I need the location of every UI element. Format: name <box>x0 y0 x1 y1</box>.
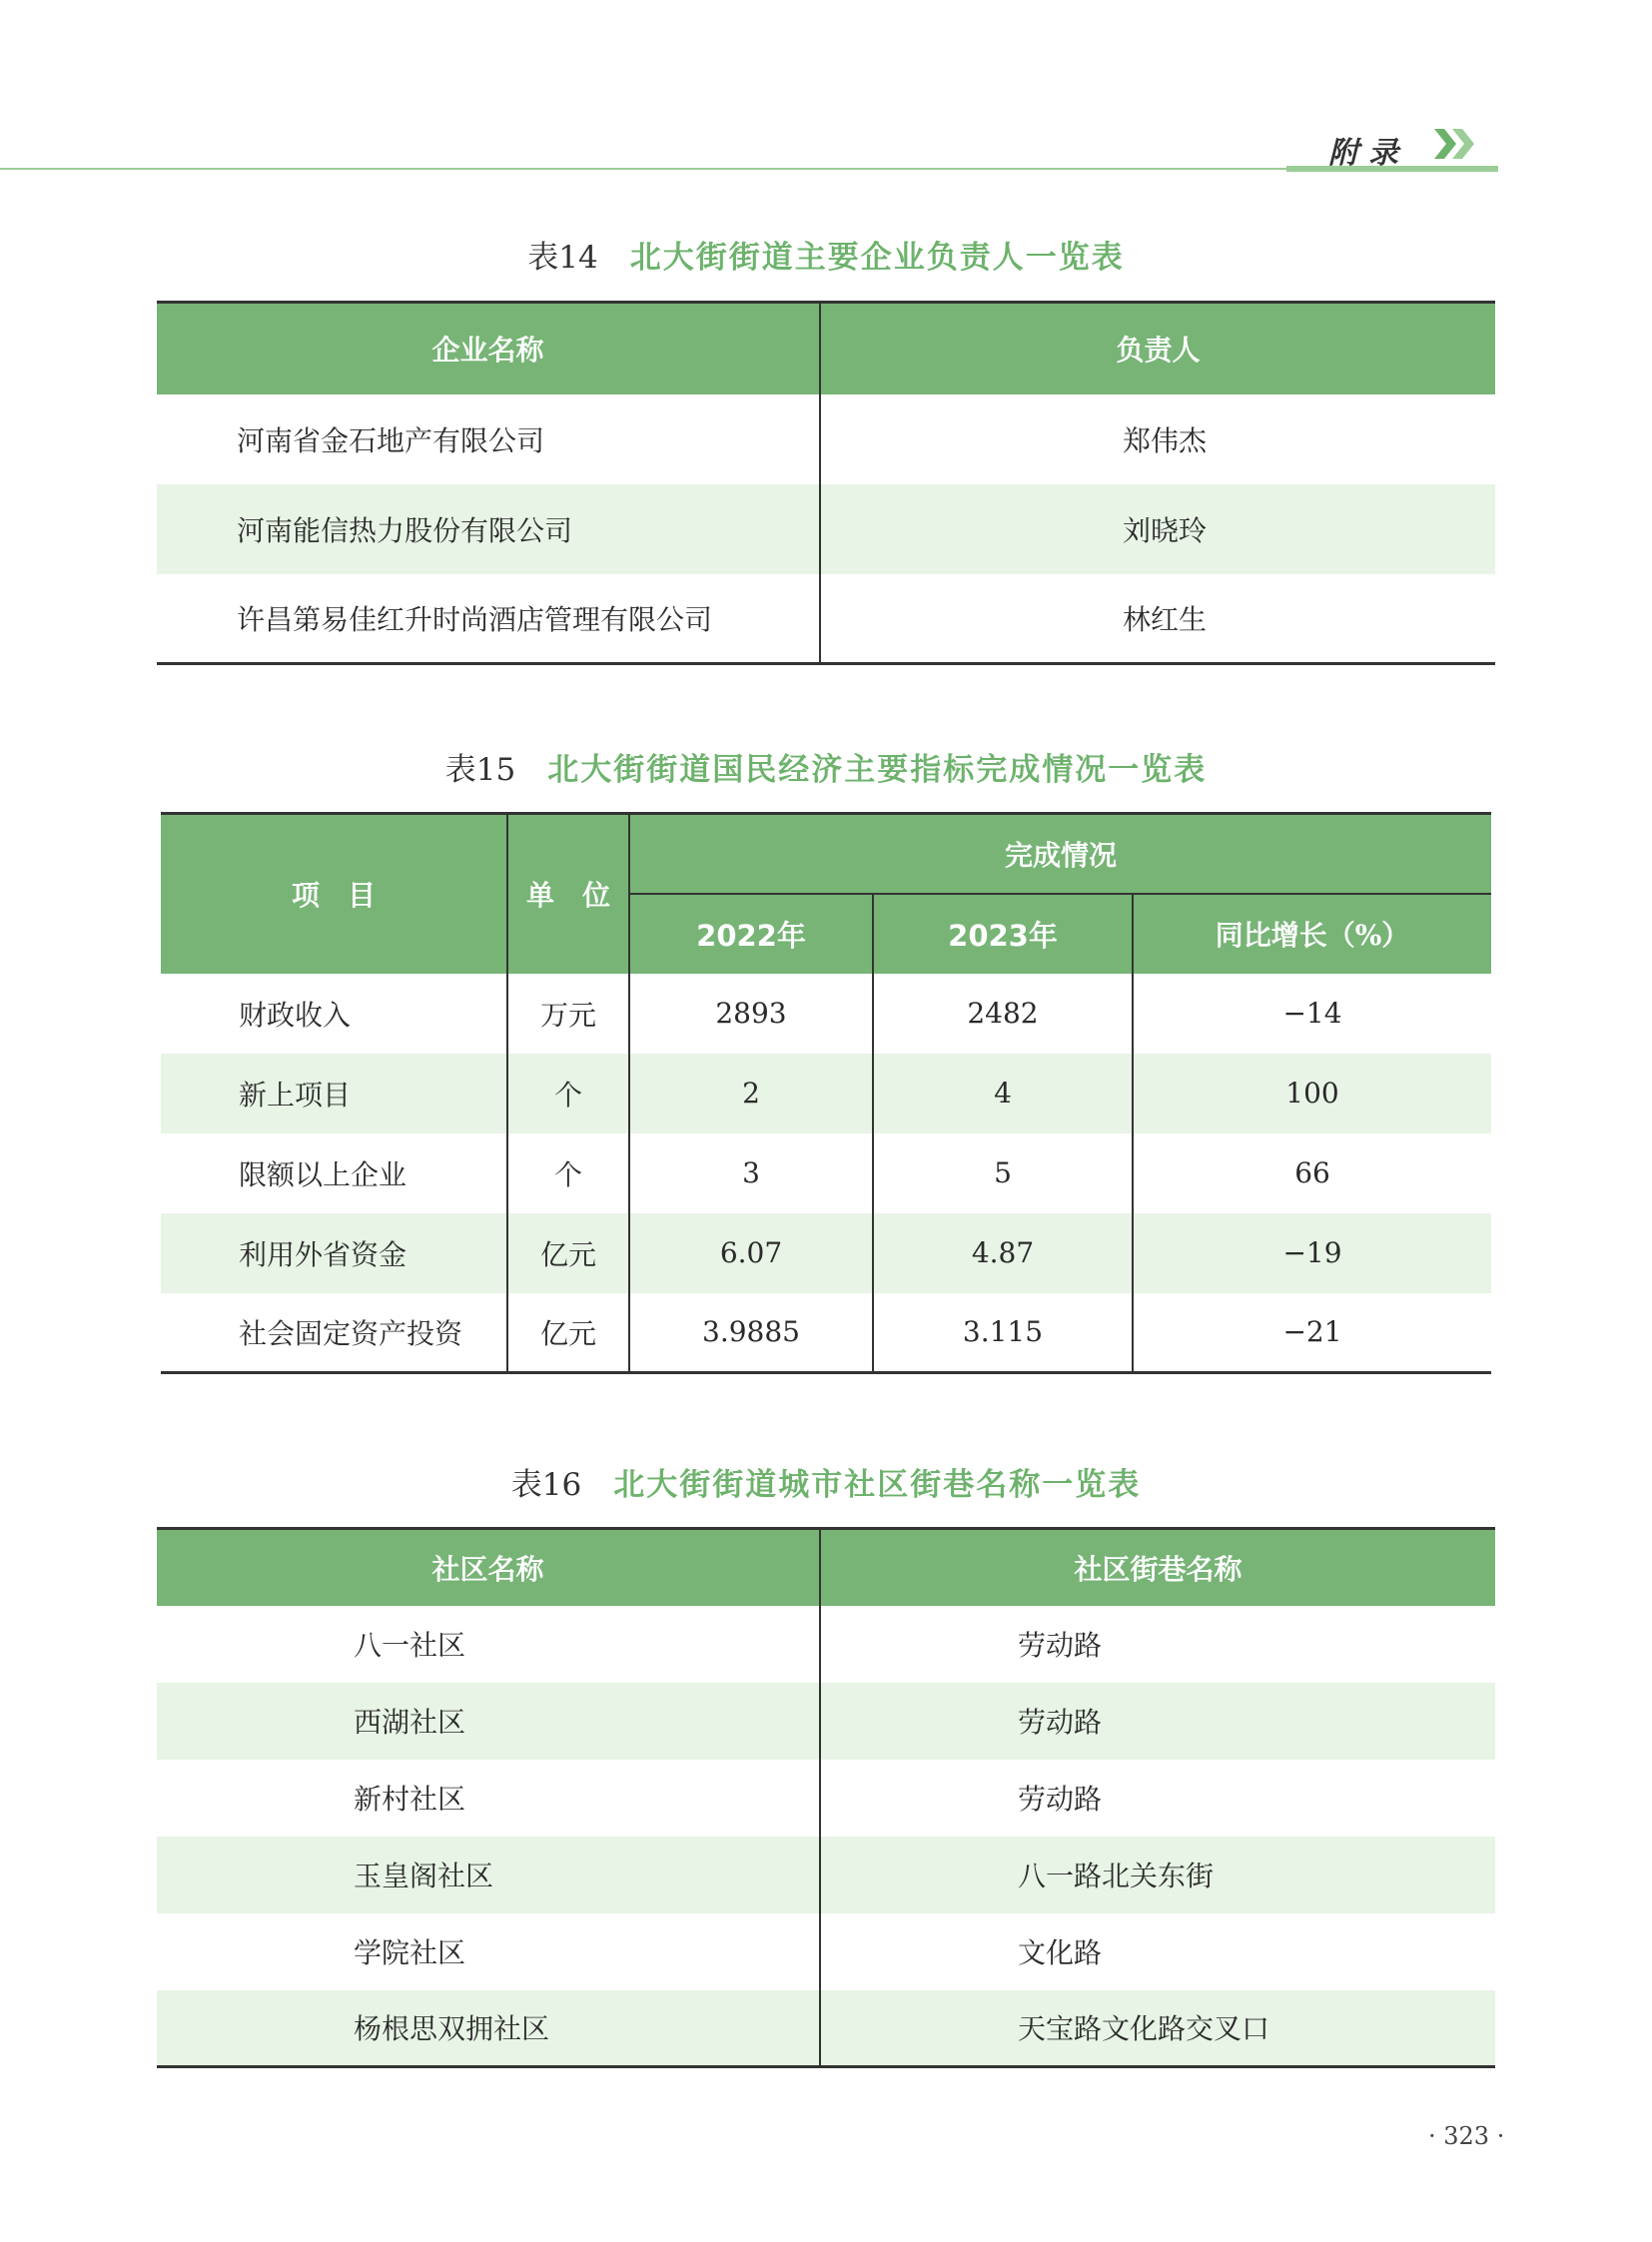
value-2023-cell: 4.87 <box>873 1213 1133 1293</box>
community-name-cell: 学院社区 <box>354 1936 466 1969</box>
value-2023-cell: 4 <box>873 1054 1133 1133</box>
unit-cell: 亿元 <box>507 1213 629 1293</box>
community-name-cell: 八一社区 <box>354 1629 466 1662</box>
growth-cell: −19 <box>1133 1213 1491 1293</box>
indicator-cell: 财政收入 <box>239 998 352 1032</box>
community-name-cell: 西湖社区 <box>157 1683 820 1760</box>
growth-cell: −14 <box>1133 974 1491 1054</box>
value-2023-cell: 5 <box>873 1133 1133 1213</box>
table-row <box>161 1054 1491 1133</box>
table-row <box>161 1293 1491 1373</box>
table16-title: 北大街街道城市社区街巷名称一览表 <box>613 1467 1142 1503</box>
table16-header-community: 社区名称 <box>157 1529 820 1606</box>
table14-header-person: 负责人 <box>820 303 1495 394</box>
community-name-cell: 新村社区 <box>354 1783 466 1816</box>
table-row <box>157 1990 1495 2067</box>
indicator-cell: 利用外省资金 <box>161 1213 507 1293</box>
table15-header-row-1 <box>161 814 1491 894</box>
table15-header-unit: 单 位 <box>507 814 629 974</box>
table15-header-completion: 完成情况 <box>629 814 1491 894</box>
table-row <box>157 394 1495 484</box>
table15-header-item: 项 目 <box>161 814 507 974</box>
header-rule <box>0 168 1498 170</box>
person-cell: 林红生 <box>820 574 1495 664</box>
street-name-cell: 劳动路 <box>820 1683 1495 1760</box>
community-name-cell: 玉皇阁社区 <box>157 1837 820 1913</box>
unit-cell: 亿元 <box>507 1293 629 1373</box>
table-row <box>161 1133 1491 1213</box>
table15-header-2023: 2023年 <box>873 894 1133 974</box>
indicator-cell: 限额以上企业 <box>239 1157 408 1191</box>
section-header-title: 附录 <box>1328 136 1408 171</box>
community-name-cell: 杨根思双拥社区 <box>157 1990 820 2067</box>
company-name-cell: 河南能信热力股份有限公司 <box>157 484 820 574</box>
table15-caption <box>0 744 1652 789</box>
table-row <box>157 1837 1495 1913</box>
value-2022-cell: 3 <box>629 1133 873 1213</box>
unit-cell: 万元 <box>507 974 629 1054</box>
growth-cell: −21 <box>1133 1293 1491 1373</box>
table14 <box>157 301 1495 665</box>
unit-cell: 个 <box>507 1054 629 1133</box>
table14-header-company: 企业名称 <box>157 303 820 394</box>
table15-header-2022: 2022年 <box>629 894 873 974</box>
unit-cell: 个 <box>507 1133 629 1213</box>
table-row <box>157 1606 1495 1683</box>
table-row <box>157 1913 1495 1990</box>
street-name-cell: 天宝路文化路交叉口 <box>820 1990 1495 2067</box>
table15-number: 表15 <box>444 752 516 788</box>
table-row <box>161 974 1491 1054</box>
table16-caption <box>0 1459 1652 1504</box>
page-number: · 323 · <box>1428 2122 1505 2150</box>
value-2023-cell: 2482 <box>873 974 1133 1054</box>
growth-cell: 66 <box>1133 1133 1491 1213</box>
company-name-cell: 许昌第易佳红升时尚酒店管理有限公司 <box>237 602 713 636</box>
table-row <box>161 1213 1491 1293</box>
company-name-cell: 河南省金石地产有限公司 <box>237 423 545 457</box>
street-name-cell: 劳动路 <box>820 1760 1495 1837</box>
value-2022-cell: 2 <box>629 1054 873 1133</box>
value-2022-cell: 3.9885 <box>629 1293 873 1373</box>
street-name-cell: 劳动路 <box>820 1606 1495 1683</box>
table14-title: 北大街街道主要企业负责人一览表 <box>629 240 1125 276</box>
table15 <box>161 812 1491 1374</box>
street-name-cell: 文化路 <box>820 1913 1495 1990</box>
growth-cell: 100 <box>1133 1054 1491 1133</box>
table16-number: 表16 <box>510 1467 582 1503</box>
table-row <box>157 484 1495 574</box>
table-row <box>157 1760 1495 1837</box>
double-chevron-right-icon <box>1434 129 1478 159</box>
indicator-cell: 新上项目 <box>161 1054 507 1133</box>
person-cell: 郑伟杰 <box>820 394 1495 484</box>
table15-header-growth: 同比增长（%） <box>1133 894 1491 974</box>
table14-header-row <box>157 303 1495 394</box>
indicator-cell: 社会固定资产投资 <box>239 1316 463 1350</box>
table16-header-row <box>157 1529 1495 1606</box>
person-cell: 刘晓玲 <box>820 484 1495 574</box>
table15-title: 北大街街道国民经济主要指标完成情况一览表 <box>547 752 1208 788</box>
table14-caption <box>0 232 1652 277</box>
value-2022-cell: 2893 <box>629 974 873 1054</box>
table-row <box>157 1683 1495 1760</box>
table16-header-street: 社区街巷名称 <box>820 1529 1495 1606</box>
table14-number: 表14 <box>527 240 598 276</box>
value-2022-cell: 6.07 <box>629 1213 873 1293</box>
table-row <box>157 574 1495 664</box>
value-2023-cell: 3.115 <box>873 1293 1133 1373</box>
street-name-cell: 八一路北关东街 <box>820 1837 1495 1913</box>
table16 <box>157 1527 1495 2068</box>
